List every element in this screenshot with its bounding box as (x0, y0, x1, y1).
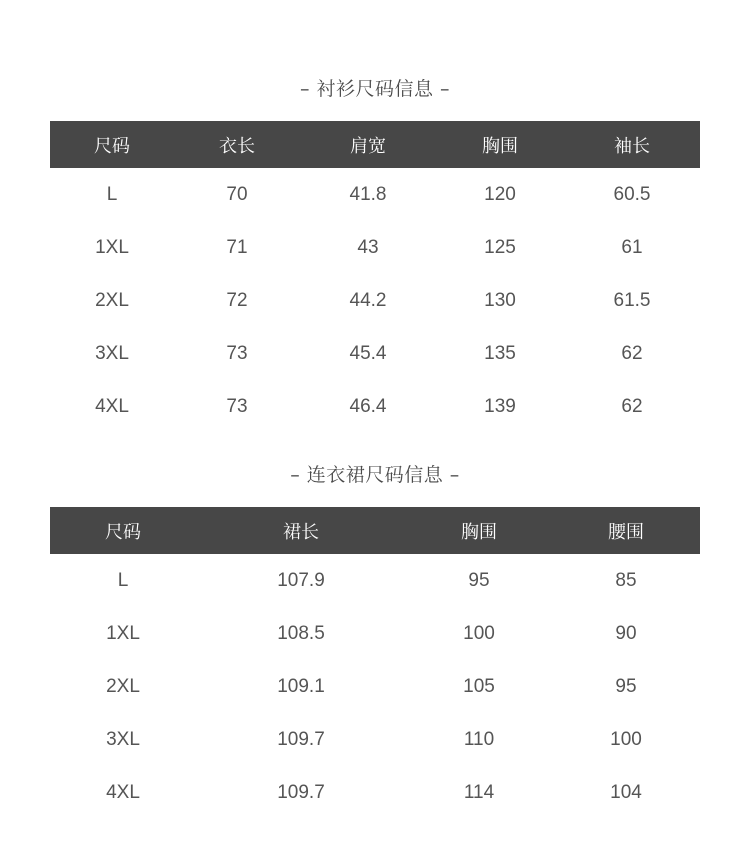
table-row (50, 274, 700, 327)
table-cell: 2XL (95, 289, 129, 311)
table-row (50, 660, 700, 713)
dress-header-size: 尺码 (105, 521, 141, 543)
shirt-header-sleeve: 袖长 (614, 135, 650, 157)
table-cell: 105 (463, 675, 495, 697)
dress-size-title: – 连衣裙尺码信息 – (290, 464, 460, 486)
table-cell: 3XL (95, 342, 129, 364)
table-cell: 95 (615, 675, 637, 697)
table-cell: 3XL (106, 728, 140, 750)
shirt-header-size: 尺码 (94, 135, 130, 157)
table-cell: 73 (226, 395, 248, 417)
table-cell: L (106, 183, 118, 205)
table-cell: 109.7 (277, 728, 325, 750)
table-cell: 109.7 (277, 781, 325, 803)
table-cell: 100 (610, 728, 642, 750)
table-cell: 43 (357, 236, 379, 258)
table-cell: 72 (226, 289, 248, 311)
table-cell: 100 (463, 622, 495, 644)
table-cell: 120 (484, 183, 516, 205)
table-cell: 71 (226, 236, 248, 258)
dress-header-length: 裙长 (283, 521, 319, 543)
table-cell: 61 (621, 236, 643, 258)
table-row (50, 713, 700, 766)
table-cell: 61.5 (613, 289, 651, 311)
table-cell: 73 (226, 342, 248, 364)
dress-size-table (50, 507, 700, 819)
table-cell: 4XL (95, 395, 129, 417)
dress-table-header-row (50, 507, 700, 554)
table-cell: 85 (615, 569, 637, 591)
table-cell: 110 (463, 728, 495, 750)
table-cell: 125 (484, 236, 516, 258)
table-row (50, 766, 700, 819)
table-cell: 44.2 (349, 289, 387, 311)
table-cell: 41.8 (349, 183, 387, 205)
table-row (50, 554, 700, 607)
table-row (50, 168, 700, 221)
shirt-size-table (50, 121, 700, 433)
table-cell: 62 (621, 395, 643, 417)
shirt-header-chest: 胸围 (482, 135, 518, 157)
table-cell: 114 (463, 781, 495, 803)
table-row (50, 607, 700, 660)
table-cell: 95 (468, 569, 490, 591)
table-cell: 4XL (106, 781, 140, 803)
table-cell: 62 (621, 342, 643, 364)
table-row (50, 380, 700, 433)
shirt-header-shoulder: 肩宽 (350, 135, 386, 157)
table-row (50, 327, 700, 380)
table-cell: 135 (484, 342, 516, 364)
dress-header-chest: 胸围 (461, 521, 497, 543)
table-cell: 1XL (106, 622, 140, 644)
table-cell: 109.1 (277, 675, 325, 697)
table-cell: 104 (610, 781, 642, 803)
table-cell: 1XL (95, 236, 129, 258)
table-row (50, 221, 700, 274)
table-cell: 90 (615, 622, 637, 644)
shirt-size-title: – 衬衫尺码信息 – (299, 78, 451, 100)
table-cell: 45.4 (349, 342, 387, 364)
table-cell: 60.5 (613, 183, 651, 205)
table-cell: L (117, 569, 129, 591)
table-cell: 70 (226, 183, 248, 205)
shirt-table-header-row (50, 121, 700, 168)
table-cell: 108.5 (277, 622, 325, 644)
dress-header-waist: 腰围 (608, 521, 644, 543)
table-cell: 139 (484, 395, 516, 417)
table-cell: 107.9 (277, 569, 325, 591)
table-cell: 130 (484, 289, 516, 311)
table-cell: 46.4 (349, 395, 387, 417)
table-cell: 2XL (106, 675, 140, 697)
shirt-header-length: 衣长 (219, 135, 255, 157)
